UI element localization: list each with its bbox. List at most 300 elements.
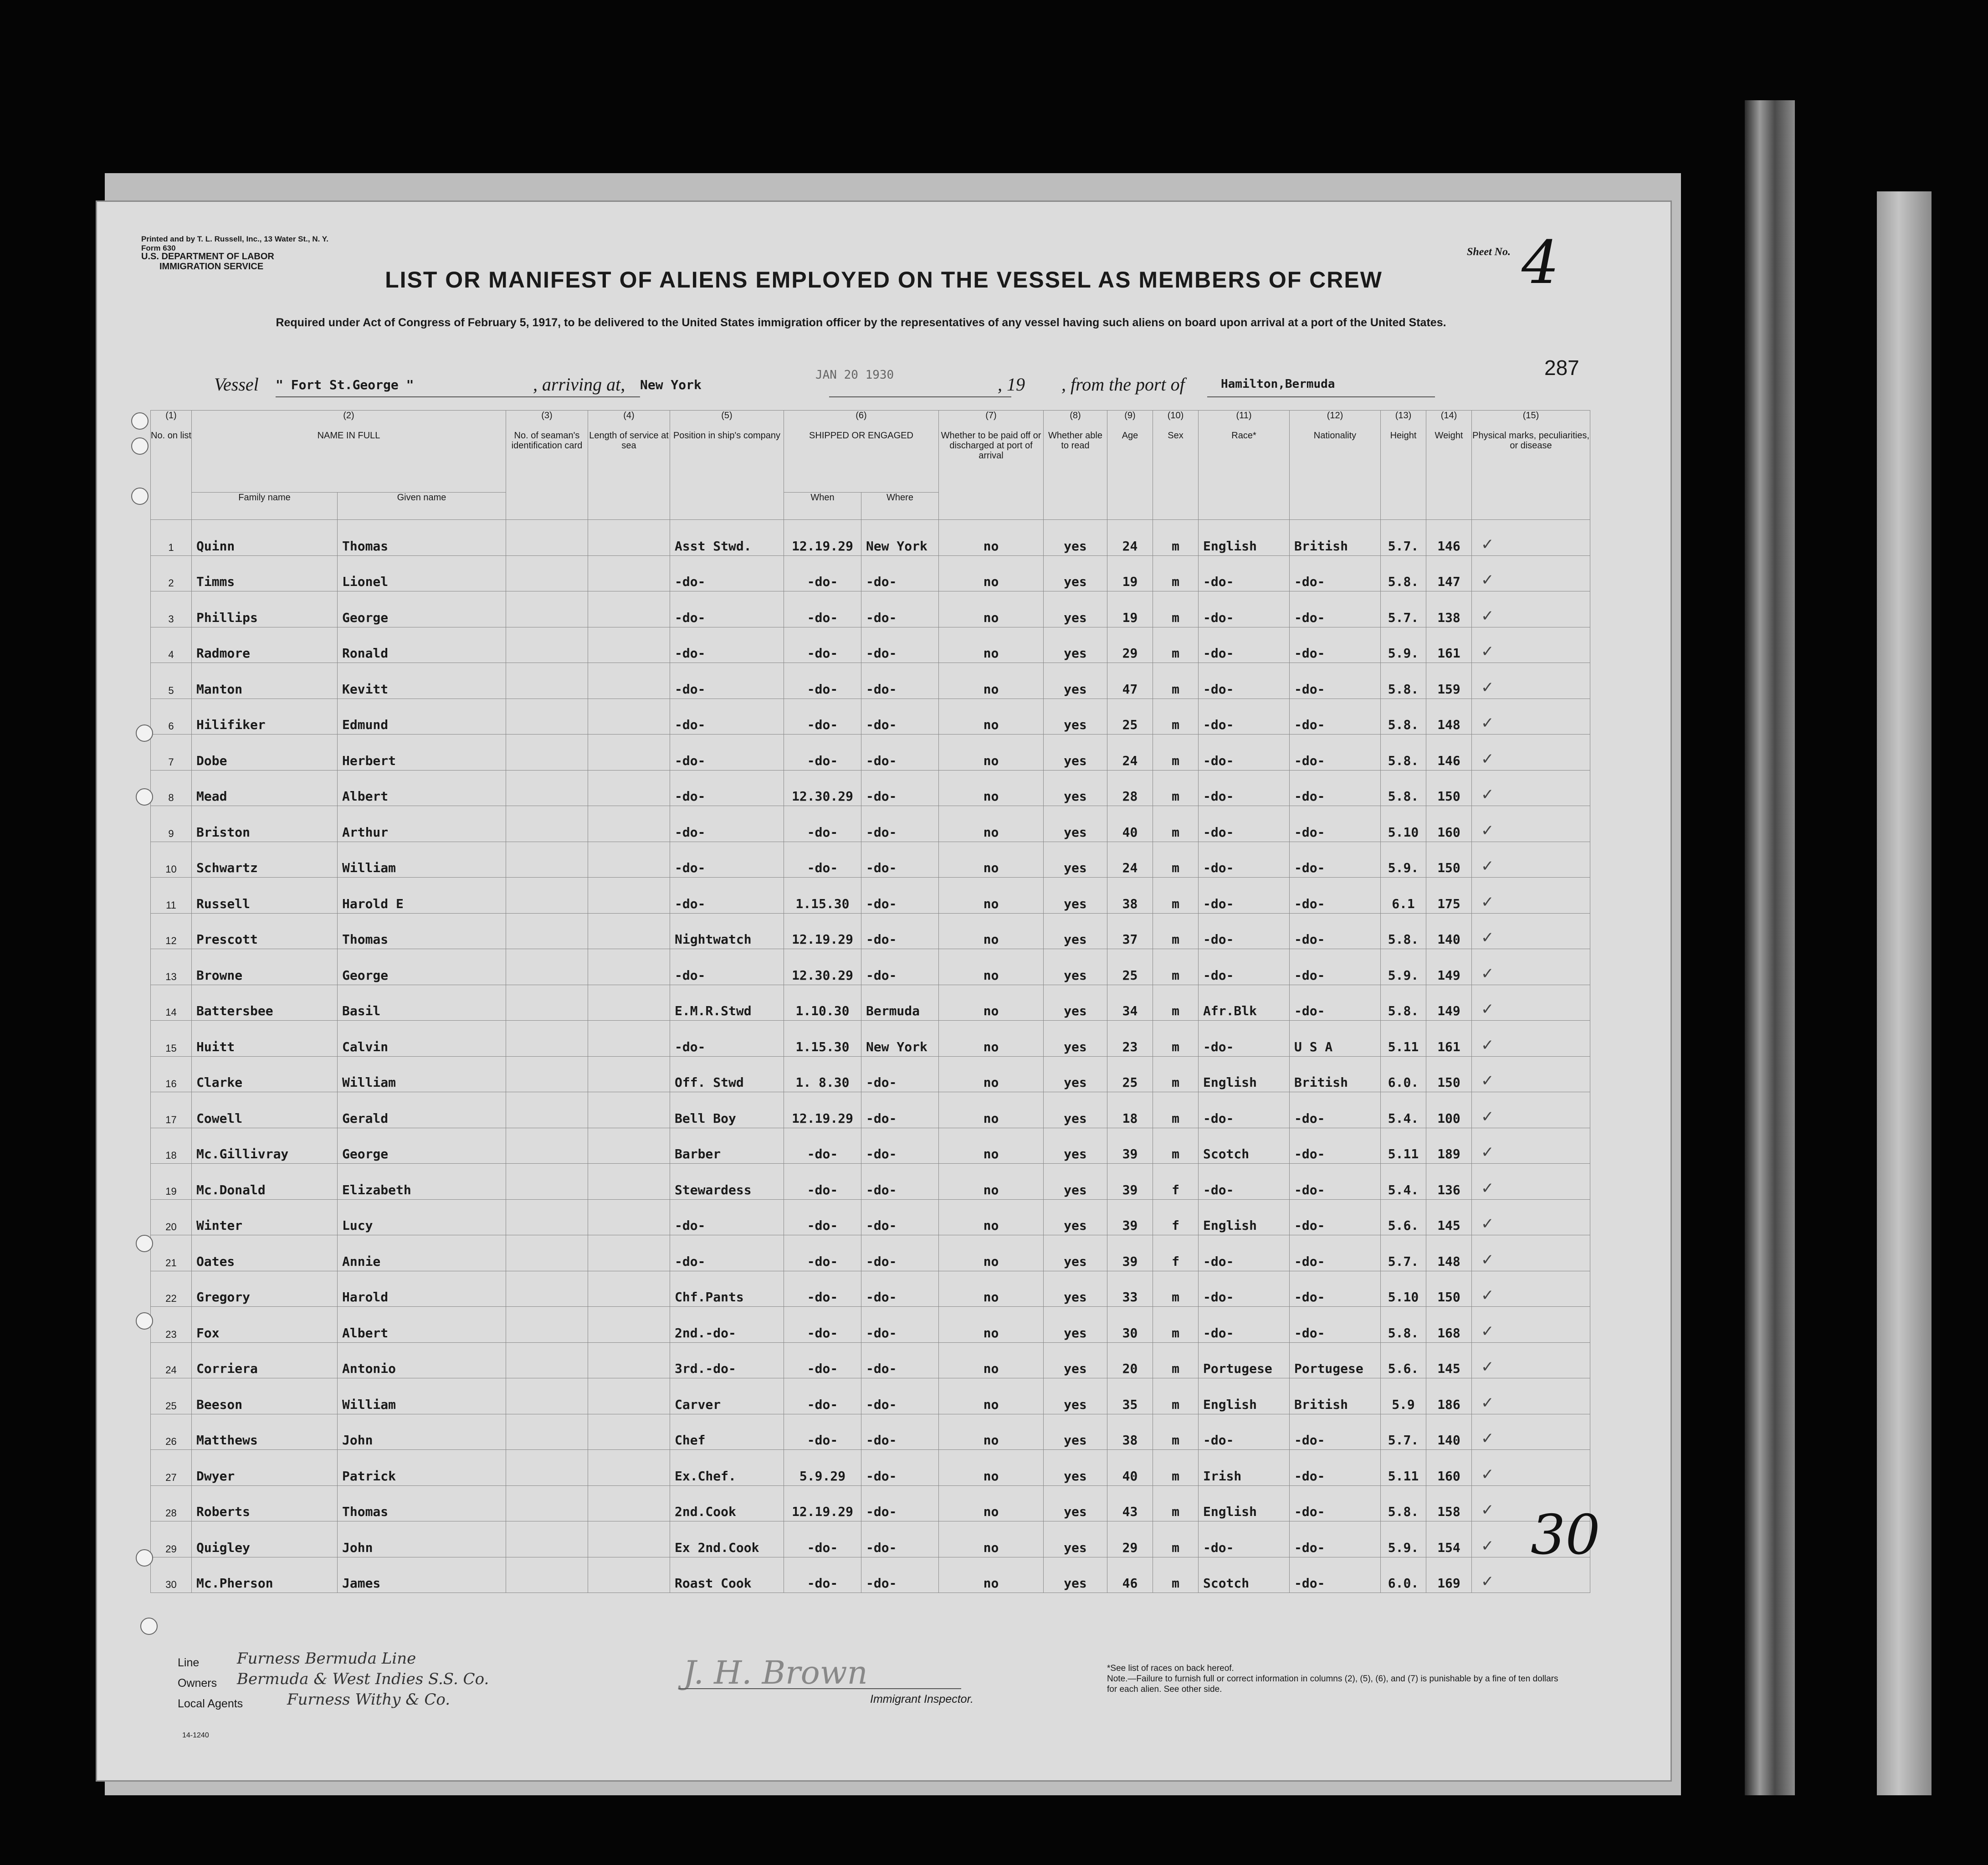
table-row — [151, 1521, 1590, 1557]
cell-able-to-read: yes — [1044, 1378, 1107, 1414]
footnote — [1107, 1663, 1563, 1695]
cell-weight: 150 — [1426, 770, 1472, 806]
cell-row-number: 21 — [151, 1235, 192, 1271]
cell-paid-off: no — [939, 663, 1044, 699]
col-15-index: (15) — [1522, 411, 1539, 421]
cell-able-to-read: yes — [1044, 627, 1107, 663]
cell-paid-off: no — [939, 1092, 1044, 1128]
cell-service-length — [588, 1199, 670, 1235]
cell-nationality: -do- — [1290, 1235, 1381, 1271]
cell-given-name: Arthur — [338, 806, 506, 842]
cell-paid-off: no — [939, 1485, 1044, 1521]
cell-age: 39 — [1107, 1235, 1153, 1271]
cell-shipped-when: -do- — [784, 591, 861, 627]
cell-shipped-when: -do- — [784, 1557, 861, 1593]
cell-service-length — [588, 1414, 670, 1450]
cell-shipped-where: -do- — [861, 699, 939, 735]
cell-given-name: Albert — [338, 1307, 506, 1343]
cell-row-number: 28 — [151, 1485, 192, 1521]
cell-shipped-where: -do- — [861, 913, 939, 949]
cell-service-length — [588, 949, 670, 985]
cell-id-card — [506, 985, 588, 1021]
cell-service-length — [588, 591, 670, 627]
owners-label: Owners — [178, 1677, 217, 1690]
cell-shipped-where: -do- — [861, 1485, 939, 1521]
cell-family-name: Corriera — [192, 1342, 338, 1378]
cell-age: 28 — [1107, 770, 1153, 806]
cell-race: -do- — [1199, 1021, 1290, 1057]
cell-id-card — [506, 1307, 588, 1343]
date-stamp: JAN 20 1930 — [815, 368, 894, 382]
cell-id-card — [506, 1092, 588, 1128]
cell-age: 34 — [1107, 985, 1153, 1021]
table-row — [151, 806, 1590, 842]
cell-given-name: William — [338, 1056, 506, 1092]
form-number: Form 630 — [141, 244, 176, 252]
cell-paid-off: no — [939, 555, 1044, 591]
sheet-label: Sheet No. — [1467, 246, 1511, 258]
cell-paid-off: no — [939, 627, 1044, 663]
cell-nationality: -do- — [1290, 1557, 1381, 1593]
cell-shipped-where: -do- — [861, 842, 939, 878]
cell-row-number: 5 — [151, 663, 192, 699]
cell-paid-off: no — [939, 735, 1044, 771]
cell-paid-off: no — [939, 1378, 1044, 1414]
cell-position: -do- — [670, 1021, 784, 1057]
col-4-index: (4) — [623, 411, 635, 421]
cell-physical-marks: ✓ — [1472, 520, 1590, 556]
cell-family-name: Cowell — [192, 1092, 338, 1128]
cell-nationality: -do- — [1290, 1164, 1381, 1200]
cell-position: 3rd.-do- — [670, 1342, 784, 1378]
arriving-label: , arriving at, — [533, 374, 625, 395]
cell-able-to-read: yes — [1044, 1235, 1107, 1271]
cell-physical-marks: ✓ — [1472, 842, 1590, 878]
cell-height: 5.11 — [1381, 1021, 1426, 1057]
sheet-number: 4 — [1522, 228, 1559, 297]
cell-row-number: 14 — [151, 985, 192, 1021]
cell-physical-marks: ✓ — [1472, 806, 1590, 842]
cell-family-name: Mead — [192, 770, 338, 806]
cell-position: -do- — [670, 1199, 784, 1235]
cell-family-name: Roberts — [192, 1485, 338, 1521]
table-row — [151, 1056, 1590, 1092]
cell-height: 5.6. — [1381, 1342, 1426, 1378]
cell-paid-off: no — [939, 1342, 1044, 1378]
cell-shipped-where: -do- — [861, 555, 939, 591]
cell-paid-off: no — [939, 806, 1044, 842]
cell-shipped-when: 12.19.29 — [784, 913, 861, 949]
col-nationality-header — [1290, 411, 1381, 520]
cell-height: 5.9 — [1381, 1378, 1426, 1414]
cell-weight: 168 — [1426, 1307, 1472, 1343]
cell-sex: m — [1153, 1056, 1199, 1092]
cell-nationality: Portugese — [1290, 1342, 1381, 1378]
table-row — [151, 949, 1590, 985]
cell-age: 29 — [1107, 1521, 1153, 1557]
cell-service-length — [588, 1092, 670, 1128]
cell-physical-marks: ✓ — [1472, 1092, 1590, 1128]
cell-age: 25 — [1107, 699, 1153, 735]
cell-paid-off: no — [939, 1414, 1044, 1450]
col-marks-header — [1472, 411, 1590, 520]
cell-race: -do- — [1199, 1164, 1290, 1200]
cell-physical-marks: ✓ — [1472, 949, 1590, 985]
inspector-signature: J. H. Brown — [683, 1654, 868, 1691]
cell-physical-marks: ✓ — [1472, 555, 1590, 591]
table-row — [151, 1271, 1590, 1307]
cell-service-length — [588, 1056, 670, 1092]
cell-race: Scotch — [1199, 1557, 1290, 1593]
cell-row-number: 9 — [151, 806, 192, 842]
cell-age: 35 — [1107, 1378, 1153, 1414]
col-7-index: (7) — [985, 411, 997, 421]
cell-family-name: Gregory — [192, 1271, 338, 1307]
background-edge-strip — [1877, 191, 1932, 1795]
cell-nationality: -do- — [1290, 1414, 1381, 1450]
port-underline — [1207, 396, 1435, 397]
cell-race: Portugese — [1199, 1342, 1290, 1378]
cell-able-to-read: yes — [1044, 770, 1107, 806]
cell-shipped-when: -do- — [784, 1235, 861, 1271]
handwritten-tally: 30 — [1531, 1504, 1600, 1567]
cell-nationality: British — [1290, 1056, 1381, 1092]
cell-family-name: Dobe — [192, 735, 338, 771]
col-6-index: (6) — [856, 411, 867, 421]
cell-weight: 146 — [1426, 735, 1472, 771]
cell-given-name: George — [338, 949, 506, 985]
table-row — [151, 1021, 1590, 1057]
cell-height: 5.8. — [1381, 699, 1426, 735]
col-read-header — [1044, 411, 1107, 520]
cell-race: -do- — [1199, 842, 1290, 878]
cell-sex: m — [1153, 591, 1199, 627]
cell-race: -do- — [1199, 770, 1290, 806]
cell-weight: 150 — [1426, 1271, 1472, 1307]
cell-shipped-when: -do- — [784, 1199, 861, 1235]
cell-age: 25 — [1107, 1056, 1153, 1092]
cell-shipped-where: -do- — [861, 1557, 939, 1593]
cell-given-name: Ronald — [338, 627, 506, 663]
from-label: , from the port of — [1061, 374, 1185, 395]
cell-id-card — [506, 842, 588, 878]
cell-physical-marks: ✓ — [1472, 1378, 1590, 1414]
cell-id-card — [506, 1235, 588, 1271]
cell-able-to-read: yes — [1044, 1485, 1107, 1521]
cell-family-name: Mc.Donald — [192, 1164, 338, 1200]
col-weight-header — [1426, 411, 1472, 520]
punch-hole — [136, 724, 153, 742]
cell-row-number: 12 — [151, 913, 192, 949]
cell-position: -do- — [670, 591, 784, 627]
cell-service-length — [588, 1128, 670, 1164]
table-row — [151, 699, 1590, 735]
cell-service-length — [588, 520, 670, 556]
cell-position: Chf.Pants — [670, 1271, 784, 1307]
cell-sex: m — [1153, 949, 1199, 985]
cell-shipped-when: 12.19.29 — [784, 1485, 861, 1521]
cell-given-name: Thomas — [338, 1485, 506, 1521]
cell-position: -do- — [670, 1235, 784, 1271]
cell-position: Bell Boy — [670, 1092, 784, 1128]
department-name: U.S. DEPARTMENT OF LABOR — [141, 252, 274, 262]
cell-position: 2nd.Cook — [670, 1485, 784, 1521]
service-name: IMMIGRATION SERVICE — [159, 262, 264, 272]
cell-shipped-where: -do- — [861, 949, 939, 985]
cell-position: Ex 2nd.Cook — [670, 1521, 784, 1557]
col-paid-header — [939, 411, 1044, 520]
cell-id-card — [506, 591, 588, 627]
cell-service-length — [588, 1450, 670, 1486]
cell-shipped-when: 1.15.30 — [784, 878, 861, 914]
cell-shipped-when: -do- — [784, 663, 861, 699]
cell-family-name: Schwartz — [192, 842, 338, 878]
cell-nationality: -do- — [1290, 735, 1381, 771]
cell-id-card — [506, 770, 588, 806]
cell-given-name: Edmund — [338, 699, 506, 735]
punch-hole — [131, 437, 149, 455]
cell-able-to-read: yes — [1044, 1307, 1107, 1343]
cell-sex: m — [1153, 555, 1199, 591]
cell-position: -do- — [670, 770, 784, 806]
cell-race: Scotch — [1199, 1128, 1290, 1164]
cell-physical-marks: ✓ — [1472, 627, 1590, 663]
cell-family-name: Clarke — [192, 1056, 338, 1092]
crew-rows — [151, 520, 1590, 1593]
col-11-label: Race* — [1231, 431, 1256, 441]
printer-line — [141, 235, 328, 253]
cell-sex: m — [1153, 735, 1199, 771]
cell-age: 46 — [1107, 1557, 1153, 1593]
col-shipped-header — [784, 411, 939, 493]
col-1-label: No. on list — [151, 431, 191, 441]
cell-able-to-read: yes — [1044, 1056, 1107, 1092]
cell-age: 24 — [1107, 842, 1153, 878]
cell-given-name: George — [338, 1128, 506, 1164]
cell-service-length — [588, 1164, 670, 1200]
cell-nationality: British — [1290, 520, 1381, 556]
form-code: 14-1240 — [182, 1731, 209, 1739]
crew-table — [150, 410, 1590, 1593]
cell-able-to-read: yes — [1044, 1342, 1107, 1378]
cell-service-length — [588, 663, 670, 699]
cell-position: Ex.Chef. — [670, 1450, 784, 1486]
cell-sex: m — [1153, 663, 1199, 699]
cell-race: -do- — [1199, 1271, 1290, 1307]
cell-service-length — [588, 1021, 670, 1057]
cell-height: 5.4. — [1381, 1164, 1426, 1200]
cell-given-name: Kevitt — [338, 663, 506, 699]
cell-physical-marks: ✓ — [1472, 1485, 1590, 1521]
col-1-index: (1) — [165, 411, 177, 421]
col-13-label: Height — [1390, 431, 1417, 441]
cell-physical-marks: ✓ — [1472, 1450, 1590, 1486]
cell-race: -do- — [1199, 878, 1290, 914]
cell-given-name: William — [338, 842, 506, 878]
agents-label: Local Agents — [178, 1697, 243, 1710]
cell-height: 5.8. — [1381, 555, 1426, 591]
cell-physical-marks: ✓ — [1472, 1235, 1590, 1271]
cell-paid-off: no — [939, 520, 1044, 556]
cell-weight: 146 — [1426, 520, 1472, 556]
col-4-label: Length of service at sea — [589, 431, 669, 451]
cell-row-number: 4 — [151, 627, 192, 663]
cell-shipped-when: -do- — [784, 555, 861, 591]
line-value: Furness Bermuda Line — [237, 1649, 416, 1668]
cell-id-card — [506, 699, 588, 735]
cell-position: Nightwatch — [670, 913, 784, 949]
cell-height: 5.8. — [1381, 770, 1426, 806]
cell-able-to-read: yes — [1044, 1092, 1107, 1128]
cell-height: 5.9. — [1381, 949, 1426, 985]
cell-paid-off: no — [939, 1021, 1044, 1057]
cell-sex: f — [1153, 1199, 1199, 1235]
cell-shipped-where: -do- — [861, 627, 939, 663]
col-5-index: (5) — [721, 411, 733, 421]
cell-shipped-when: -do- — [784, 699, 861, 735]
cell-id-card — [506, 878, 588, 914]
table-row — [151, 842, 1590, 878]
cell-sex: f — [1153, 1164, 1199, 1200]
cell-sex: m — [1153, 1342, 1199, 1378]
cell-age: 37 — [1107, 913, 1153, 949]
cell-given-name: Patrick — [338, 1450, 506, 1486]
cell-paid-off: no — [939, 913, 1044, 949]
cell-weight: 175 — [1426, 878, 1472, 914]
cell-paid-off: no — [939, 949, 1044, 985]
cell-position: 2nd.-do- — [670, 1307, 784, 1343]
cell-position: -do- — [670, 735, 784, 771]
cell-position: E.M.R.Stwd — [670, 985, 784, 1021]
year-label: , 19 — [998, 374, 1025, 395]
cell-nationality: -do- — [1290, 1485, 1381, 1521]
cell-row-number: 16 — [151, 1056, 192, 1092]
cell-shipped-when: 12.19.29 — [784, 520, 861, 556]
col-10-index: (10) — [1167, 411, 1184, 421]
cell-nationality: -do- — [1290, 1271, 1381, 1307]
cell-able-to-read: yes — [1044, 1021, 1107, 1057]
cell-given-name: Gerald — [338, 1092, 506, 1128]
printer-text: Printed and by T. L. Russell, Inc., 13 Water St., N. Y. — [141, 235, 328, 243]
cell-shipped-where: -do- — [861, 1378, 939, 1414]
cell-able-to-read: yes — [1044, 663, 1107, 699]
cell-family-name: Oates — [192, 1235, 338, 1271]
cell-shipped-when: -do- — [784, 806, 861, 842]
cell-able-to-read: yes — [1044, 1450, 1107, 1486]
cell-physical-marks: ✓ — [1472, 1521, 1590, 1557]
table-row — [151, 985, 1590, 1021]
cell-service-length — [588, 1235, 670, 1271]
punch-hole — [136, 788, 153, 806]
cell-id-card — [506, 806, 588, 842]
cell-sex: m — [1153, 699, 1199, 735]
cell-nationality: British — [1290, 1378, 1381, 1414]
cell-shipped-when: -do- — [784, 1414, 861, 1450]
cell-height: 5.7. — [1381, 591, 1426, 627]
cell-sex: m — [1153, 913, 1199, 949]
cell-paid-off: no — [939, 1164, 1044, 1200]
cell-shipped-where: -do- — [861, 1414, 939, 1450]
cell-nationality: -do- — [1290, 1450, 1381, 1486]
cell-nationality: -do- — [1290, 1307, 1381, 1343]
manifest-title: LIST OR MANIFEST OF ALIENS EMPLOYED ON THE VESSEL AS MEMBERS OF CREW — [385, 267, 1383, 293]
cell-sex: m — [1153, 1378, 1199, 1414]
cell-sex: m — [1153, 985, 1199, 1021]
col-3-index: (3) — [541, 411, 553, 421]
cell-given-name: Thomas — [338, 520, 506, 556]
cell-nationality: -do- — [1290, 663, 1381, 699]
table-row — [151, 878, 1590, 914]
cell-physical-marks: ✓ — [1472, 663, 1590, 699]
cell-physical-marks: ✓ — [1472, 878, 1590, 914]
cell-row-number: 6 — [151, 699, 192, 735]
cell-nationality: -do- — [1290, 1521, 1381, 1557]
cell-shipped-where: -do- — [861, 1450, 939, 1486]
cell-service-length — [588, 985, 670, 1021]
cell-paid-off: no — [939, 1557, 1044, 1593]
cell-family-name: Winter — [192, 1199, 338, 1235]
cell-sex: m — [1153, 1021, 1199, 1057]
cell-age: 24 — [1107, 520, 1153, 556]
col-2-label: NAME IN FULL — [317, 431, 380, 441]
cell-physical-marks: ✓ — [1472, 591, 1590, 627]
cell-shipped-where: Bermuda — [861, 985, 939, 1021]
page-number: 287 — [1544, 356, 1579, 380]
cell-row-number: 19 — [151, 1164, 192, 1200]
cell-given-name: Antonio — [338, 1342, 506, 1378]
cell-paid-off: no — [939, 1235, 1044, 1271]
cell-paid-off: no — [939, 842, 1044, 878]
punch-hole — [136, 1549, 153, 1567]
cell-sex: m — [1153, 842, 1199, 878]
cell-shipped-when: 1.10.30 — [784, 985, 861, 1021]
table-row — [151, 1164, 1590, 1200]
cell-row-number: 27 — [151, 1450, 192, 1486]
cell-paid-off: no — [939, 1521, 1044, 1557]
cell-row-number: 29 — [151, 1521, 192, 1557]
cell-height: 5.9. — [1381, 627, 1426, 663]
cell-weight: 150 — [1426, 842, 1472, 878]
cell-given-name: Albert — [338, 770, 506, 806]
cell-height: 6.0. — [1381, 1557, 1426, 1593]
cell-id-card — [506, 735, 588, 771]
cell-position: -do- — [670, 663, 784, 699]
cell-height: 5.4. — [1381, 1092, 1426, 1128]
cell-given-name: John — [338, 1414, 506, 1450]
cell-able-to-read: yes — [1044, 985, 1107, 1021]
cell-weight: 189 — [1426, 1128, 1472, 1164]
cell-age: 19 — [1107, 555, 1153, 591]
cell-weight: 160 — [1426, 806, 1472, 842]
cell-row-number: 1 — [151, 520, 192, 556]
col-7-label: Whether to be paid off or discharged at port of arrival — [941, 431, 1041, 461]
col-when-header: When — [784, 493, 861, 520]
cell-race: -do- — [1199, 1414, 1290, 1450]
cell-row-number: 8 — [151, 770, 192, 806]
cell-weight: 100 — [1426, 1092, 1472, 1128]
cell-shipped-where: New York — [861, 520, 939, 556]
cell-shipped-where: -do- — [861, 1235, 939, 1271]
cell-sex: m — [1153, 520, 1199, 556]
cell-weight: 160 — [1426, 1450, 1472, 1486]
cell-position: Roast Cook — [670, 1557, 784, 1593]
cell-physical-marks: ✓ — [1472, 1342, 1590, 1378]
cell-row-number: 13 — [151, 949, 192, 985]
date-underline — [829, 396, 1011, 397]
cell-sex: m — [1153, 1485, 1199, 1521]
col-9-index: (9) — [1124, 411, 1136, 421]
cell-row-number: 24 — [151, 1342, 192, 1378]
